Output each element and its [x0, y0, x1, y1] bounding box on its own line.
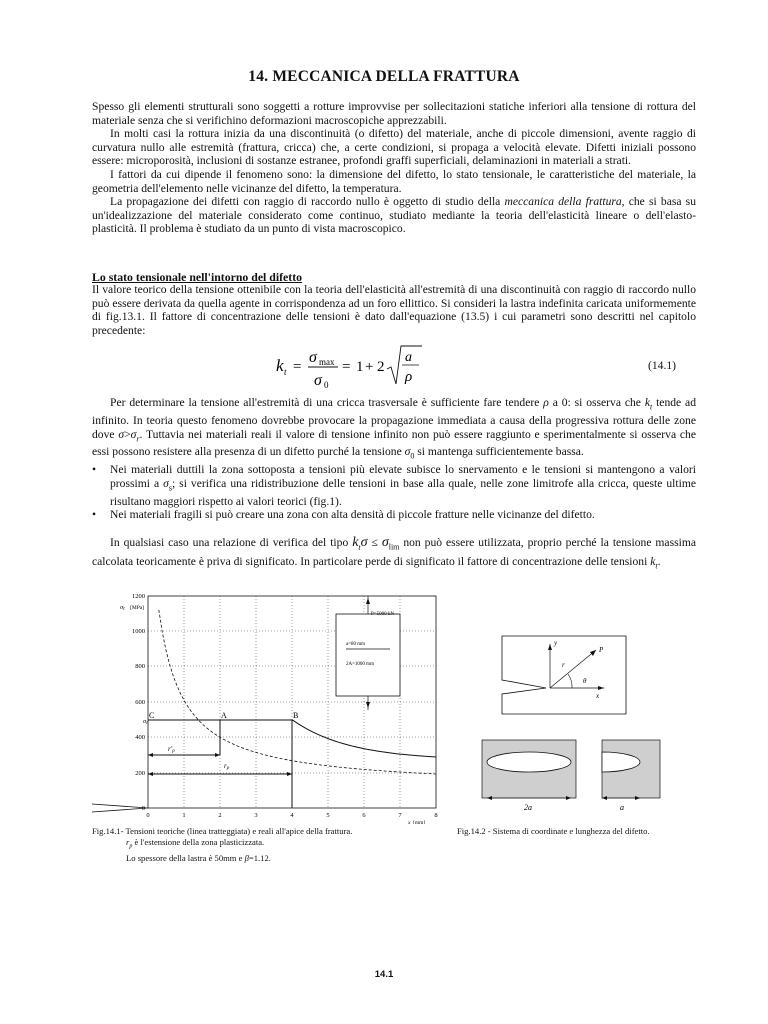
svg-text:σ: σ [314, 372, 322, 388]
svg-text:1000: 1000 [132, 628, 145, 635]
bullet-item-ductile: • Nei materiali duttili la zona sottoposta a tensioni più elevate subisce lo snervamento e le tensioni si mantengono a valori prossimi a $\sigma_s$; si verifica una ridistribuzione delle tensioni in base alla quale, nelle zone limitrofe alla cricca, queste ultime risultano maggiori rispetto ai valori teorici (fig.1). [92, 463, 696, 508]
paragraph-7: In qualsiasi caso una relazione di verifica del tipo $k_t\sigma \le \sigma_{lim}$ non può essere utilizzata, proprio perché la tensione massima calcolata teoricamente è priva di significato. In particolare perde di significato il fattore di concentrazione delle tensioni $k_t$. [92, 535, 696, 571]
paragraph-1: Spesso gli elementi strutturali sono soggetti a rotture improvvise per sollecitazioni statiche inferiori alla tensione di rottura del materiale senza che si verifichino deformazioni macroscopiche apprezzabili. [92, 100, 696, 127]
svg-text:2: 2 [218, 812, 222, 819]
svg-text:8: 8 [434, 812, 438, 819]
svg-text:2: 2 [377, 359, 385, 375]
svg-text:a=80 mm: a=80 mm [346, 642, 366, 647]
svg-text:1200: 1200 [132, 593, 145, 600]
svg-text:0: 0 [324, 380, 329, 388]
svg-text:k: k [276, 356, 284, 375]
svg-text:max: max [319, 357, 335, 367]
paragraph-6: Per determinare la tensione all'estremità di una cricca trasversale è sufficiente fare tendere ρ a 0: si osserva che $k_t$ tende ad infinito. In teoria questo fenomeno dovrebbe provocare la propagazione immediata a causa della progressiva rottura delle zone dove $\sigma>\sigma_r$. Tuttavia nei materiali reali il valore di tensione infinito non può essere raggiunto e sperimentalmente si osserva che essi possono resistere alla presenza di un difetto purché la tensione $\sigma_0$ si mantenga sufficientemente bassa. [92, 396, 696, 461]
crack-symbol [92, 804, 148, 812]
figure-14-2 [476, 630, 676, 820]
point-p-label: P [599, 646, 604, 654]
page-number: 14.1 [374, 969, 394, 980]
svg-text:+: + [365, 359, 374, 375]
svg-text:σ: σ [309, 349, 317, 366]
svg-text:a: a [405, 350, 412, 365]
x-axis-unit: [mm] [413, 820, 426, 824]
svg-text:P=5000 kN: P=5000 kN [371, 612, 394, 617]
theta-label: θ [583, 677, 587, 685]
svg-text:2A=1000 mm: 2A=1000 mm [346, 662, 374, 667]
paragraph-5: Il valore teorico della tensione ottenibile con la teoria dell'elasticità all'estremità di una discontinuità con raggio di raccordo nullo può essere derivata da quella agente in corrispondenza ad un foro ellittico. Si consideri la lastra indefinita caricata uniformemente di fig.13.1. Il fattore di concentrazione delle tensioni è dato dall'equazione (13.5) i cui parametri sono descritti nel capitolo precedente: [92, 283, 696, 337]
svg-text:3: 3 [254, 812, 258, 819]
plate-inset [336, 596, 400, 710]
paragraph-3: I fattori da cui dipende il fenomeno sono: la dimensione del difetto, lo stato tensionale, le caratteristiche del materiale, la geometria dell'elemento nelle vicinanze del difetto, la temperatura. [92, 167, 696, 195]
point-b-label: B [293, 711, 299, 720]
surface-crack-2a [482, 740, 576, 812]
r-label: r [562, 661, 565, 669]
point-a-label: A [221, 711, 227, 720]
svg-text:2a: 2a [524, 803, 532, 812]
svg-text:6: 6 [362, 812, 366, 819]
svg-text:1: 1 [356, 359, 364, 375]
edge-crack-a [602, 740, 660, 812]
figure-14-1 [90, 588, 446, 824]
x-axis-symbol: x [408, 820, 411, 824]
svg-text:800: 800 [135, 663, 145, 670]
svg-text:400: 400 [135, 734, 145, 741]
emphasis-term: meccanica della frattura [504, 195, 622, 209]
svg-text:4: 4 [290, 812, 294, 819]
equation-14-1 [270, 344, 470, 388]
chapter-title: 14. MECCANICA DELLA FRATTURA [248, 68, 520, 85]
svg-text:200: 200 [135, 770, 145, 777]
crack-body [502, 636, 626, 714]
svg-text:1: 1 [182, 812, 186, 819]
y-axis-symbol: σt [120, 604, 125, 612]
svg-text:=: = [342, 359, 351, 375]
figure-14-2-caption: Fig.14.2 - Sistema di coordinate e lunghezza del difetto. [457, 826, 650, 836]
svg-text:ρ: ρ [405, 369, 413, 385]
y-tick-labels [132, 593, 145, 812]
x-tick-labels [146, 812, 437, 819]
bullet-item-fragile: • Nei materiali fragili si può creare una zona con alta densità di piccole fratture nelle vicinanze del difetto. [92, 508, 595, 522]
equation-number: (14.1) [648, 359, 677, 372]
section-heading: Lo stato tensionale nell'intorno del difetto [92, 270, 303, 284]
x-coordinate-label: x [596, 692, 600, 700]
paragraph-4: La propagazione dei difetti con raggio di raccordo nullo è oggetto di studio della meccanica della frattura, che si basa su un'idealizzazione del materiale considerato come continuo, studiato mediante la teoria dell'elasticità lineare o dell'elasto-plasticità. Il problema è studiato da un punto di vista macroscopico. [92, 195, 696, 236]
point-c-label: C [149, 711, 155, 720]
svg-text:t: t [284, 367, 287, 377]
sigma-label: σr [143, 718, 149, 726]
intro-text [92, 100, 696, 236]
rp-label: rp [224, 762, 230, 771]
y-coordinate-label: y [554, 639, 558, 647]
body-text-2 [92, 396, 696, 522]
svg-text:0: 0 [146, 812, 150, 819]
svg-text:7: 7 [398, 812, 402, 819]
svg-text:=: = [293, 359, 302, 375]
paragraph-2: In molti casi la rottura inizia da una discontinuità (o difetto) del materiale, anche di piccole dimensioni, avente raggio di curvatura nullo alle estremità (frattura, cricca) che, a certe condizioni, si propaga a velocità elevate. Difetti iniziali possono essere: microporosità, inclusioni di sostanze estranee, profondi graffi superficiali, delaminazioni in materiali a strati. [92, 127, 696, 168]
rp-prime-label: r'p [168, 745, 175, 754]
svg-text:a: a [620, 803, 624, 812]
y-axis-unit: [MPa] [130, 605, 145, 611]
svg-text:0: 0 [141, 805, 145, 812]
svg-text:5: 5 [326, 812, 330, 819]
svg-text:600: 600 [135, 699, 145, 706]
figure-14-1-caption: Fig.14.1- Tensioni teoriche (linea tratteggiata) e reali all'apice della frattura. $r_p$ è l'estensione della zona plasticizzata. Lo spessore della lastra è 50mm e β=1.12. [92, 826, 353, 864]
